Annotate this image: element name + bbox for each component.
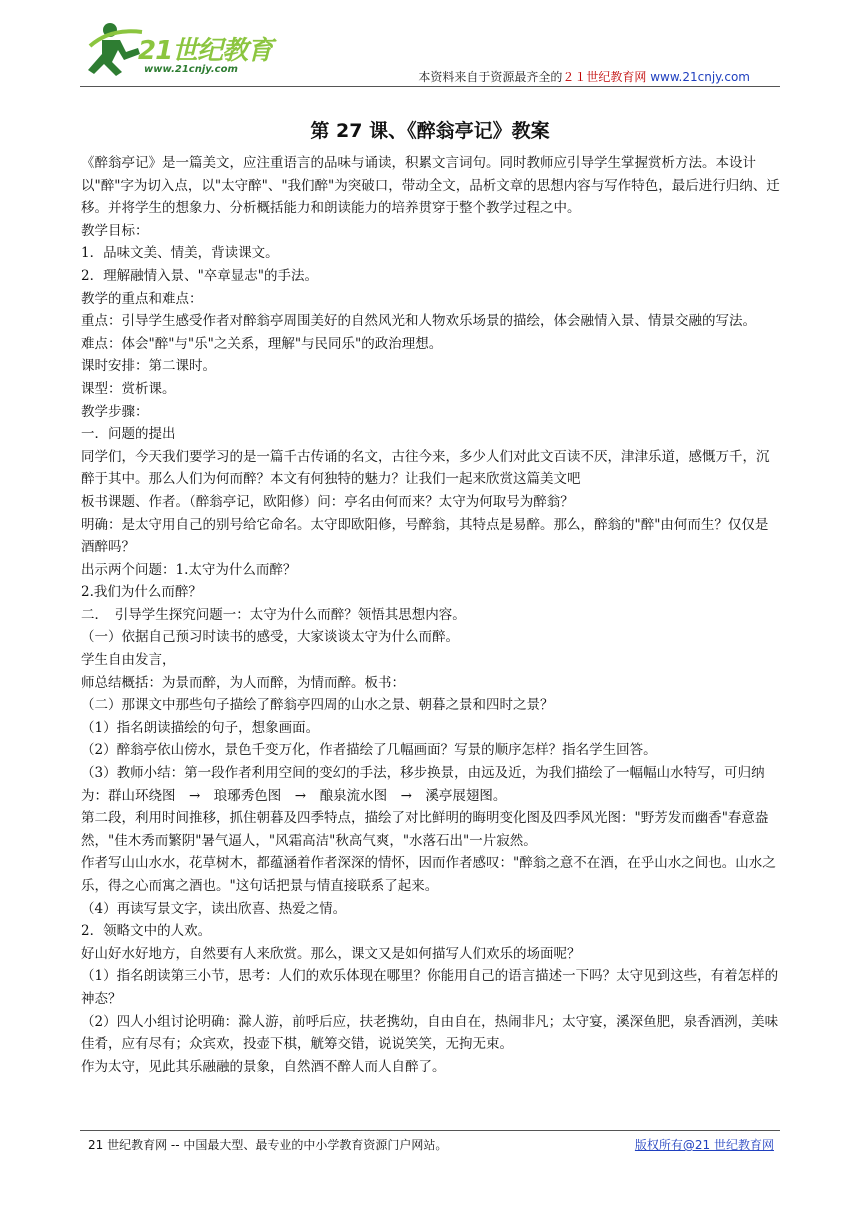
paragraph: 2．理解融情入景、"卒章显志"的手法。: [81, 267, 319, 284]
paragraph: （2）醉翁亭依山傍水，景色千变万化，作者描绘了几幅画面？写景的顺序怎样？指名学生回答。: [81, 742, 657, 759]
paragraph: 《醉翁亭记》是一篇美文，应注重语言的品味与诵读，积累文言词句。同时教师应引导学生掌握赏析方法。本设计以"醉"字为切入点，以"太守醉"、"我们醉"为突破口，带动全文，品析文章的思想内容与写作特色，最后进行归纳、迁移。并将学生的想象力、分析概括能力和朗读能力的培养贯穿于整个教学过程之中。: [81, 155, 780, 217]
footer-divider: [80, 1130, 780, 1131]
paragraph: （4）再读写景文字，读出欣喜、热爱之情。: [81, 900, 347, 917]
paragraph: 作为太守，见此其乐融融的景象，自然酒不醉人而人自醉了。: [81, 1058, 446, 1075]
paragraph: （一）依据自己预习时读书的感受，大家谈谈太守为什么而醉。: [81, 629, 459, 646]
footer-site-description: 21 世纪教育网 -- 中国最大型、最专业的中小学教育资源门户网站。: [88, 1138, 448, 1152]
paragraph: 课时安排：第二课时。: [81, 358, 216, 375]
paragraph: 第二段，利用时间推移，抓住朝暮及四季特点，描绘了对比鲜明的晦明变化图及四季风光图："野芳发而幽香"春意盎然，"佳木秀而繁阴"暑气逼人，"风霜高洁"秋高气爽，"水落石出"一片寂然。: [81, 810, 769, 849]
logo-text: 21世纪教育: [138, 36, 273, 66]
paragraph: 同学们，今天我们要学习的是一篇千古传诵的名文，古往今来，多少人们对此文百读不厌，津津乐道，感慨万千，沉醉于其中。那么人们为何而醉？本文有何独特的魅力？让我们一起来欣赏这篇美文吧: [81, 448, 770, 488]
header-note: [418, 68, 750, 85]
paragraph: （二）那课文中那些句子描绘了醉翁亭四周的山水之景、朝暮之景和四时之景？: [81, 697, 554, 714]
paragraph: （3）教师小结：第一段作者利用空间的变幻的手法，移步换景，由远及近，为我们描绘了一幅幅山水特写，可归纳为：群山环绕图 → 琅琊秀色图 → 酿泉流水图 → 溪亭展翅图。: [81, 765, 765, 804]
header-divider: [80, 86, 780, 87]
paragraph: 出示两个问题：1.太守为什么而醉？: [81, 561, 297, 578]
paragraph: 师总结概括：为景而醉，为人而醉，为情而醉。板书：: [81, 674, 405, 691]
paragraph: 重点：引导学生感受作者对醉翁亭周围美好的自然风光和人物欢乐场景的描绘，体会融情入景、情景交融的写法。: [81, 313, 756, 330]
site-logo[interactable]: [80, 18, 310, 84]
header-url-link[interactable]: www.21cnjy.com: [650, 70, 750, 84]
footer-copyright-link[interactable]: 版权所有@21 世纪教育网: [634, 1138, 774, 1152]
paragraph: （2）四人小组讨论明确：滁人游，前呼后应，扶老携幼，自由自在，热闹非凡；太守宴，溪深鱼肥，泉香酒洌，美味佳肴，应有尽有；众宾欢，投壶下棋，觥筹交错，说说笑笑，无拘无束。: [81, 1013, 779, 1053]
paragraph: 好山好水好地方，自然要有人来欣赏。那么，课文又是如何描写人们欢乐的场面呢？: [81, 945, 581, 962]
document-title: 第 27 课、《醉翁亭记》教案: [310, 120, 550, 142]
paragraph: 一．问题的提出: [81, 426, 176, 443]
paragraph: 二． 引导学生探究问题一：太守为什么而醉？领悟其思想内容。: [81, 606, 466, 623]
paragraph: 教学目标：: [81, 222, 149, 239]
paragraph: （1）指名朗读描绘的句子，想象画面。: [81, 719, 320, 736]
paragraph: 明确：是太守用自己的别号给它命名。太守即欧阳修，号醉翁，其特点是易醉。那么，醉翁的"醉"由何而生？仅仅是酒醉吗？: [81, 516, 769, 556]
logo-url: www.21cnjy.com: [144, 64, 238, 75]
header-site-link[interactable]: ２１世纪教育网: [562, 70, 647, 84]
paragraph: 难点：体会"醉"与"乐"之关系，理解"与民同乐"的政治理想。: [81, 335, 443, 352]
paragraph: 板书课题、作者。（醉翁亭记，欧阳修）问：亭名由何而来？太守为何取号为醉翁？: [81, 493, 574, 510]
paragraph: 2.我们为什么而醉？: [81, 584, 202, 601]
paragraph: （1）指名朗读第三小节，思考：人们的欢乐体现在哪里？你能用自己的语言描述一下吗？太守见到这些，有着怎样的神态？: [81, 968, 779, 1007]
paragraph: 教学的重点和难点：: [81, 290, 203, 307]
paragraph: 2．领略文中的人欢。: [81, 923, 212, 940]
header-note-prefix: 本资料来自于资源最齐全的: [418, 70, 563, 84]
paragraph: 学生自由发言，: [81, 652, 176, 669]
paragraph: 1．品味文美、情美，背读课文。: [81, 245, 279, 262]
document-body: [81, 152, 781, 1078]
page-header: [80, 18, 780, 88]
paragraph: 课型：赏析课。: [81, 380, 176, 397]
paragraph: 教学步骤：: [81, 403, 149, 420]
paragraph: 作者写山山水水，花草树木，都蕴涵着作者深深的情怀，因而作者感叹："醉翁之意不在酒，在乎山水之间也。山水之乐，得之心而寓之酒也。"这句话把景与情直接联系了起来。: [81, 855, 776, 894]
